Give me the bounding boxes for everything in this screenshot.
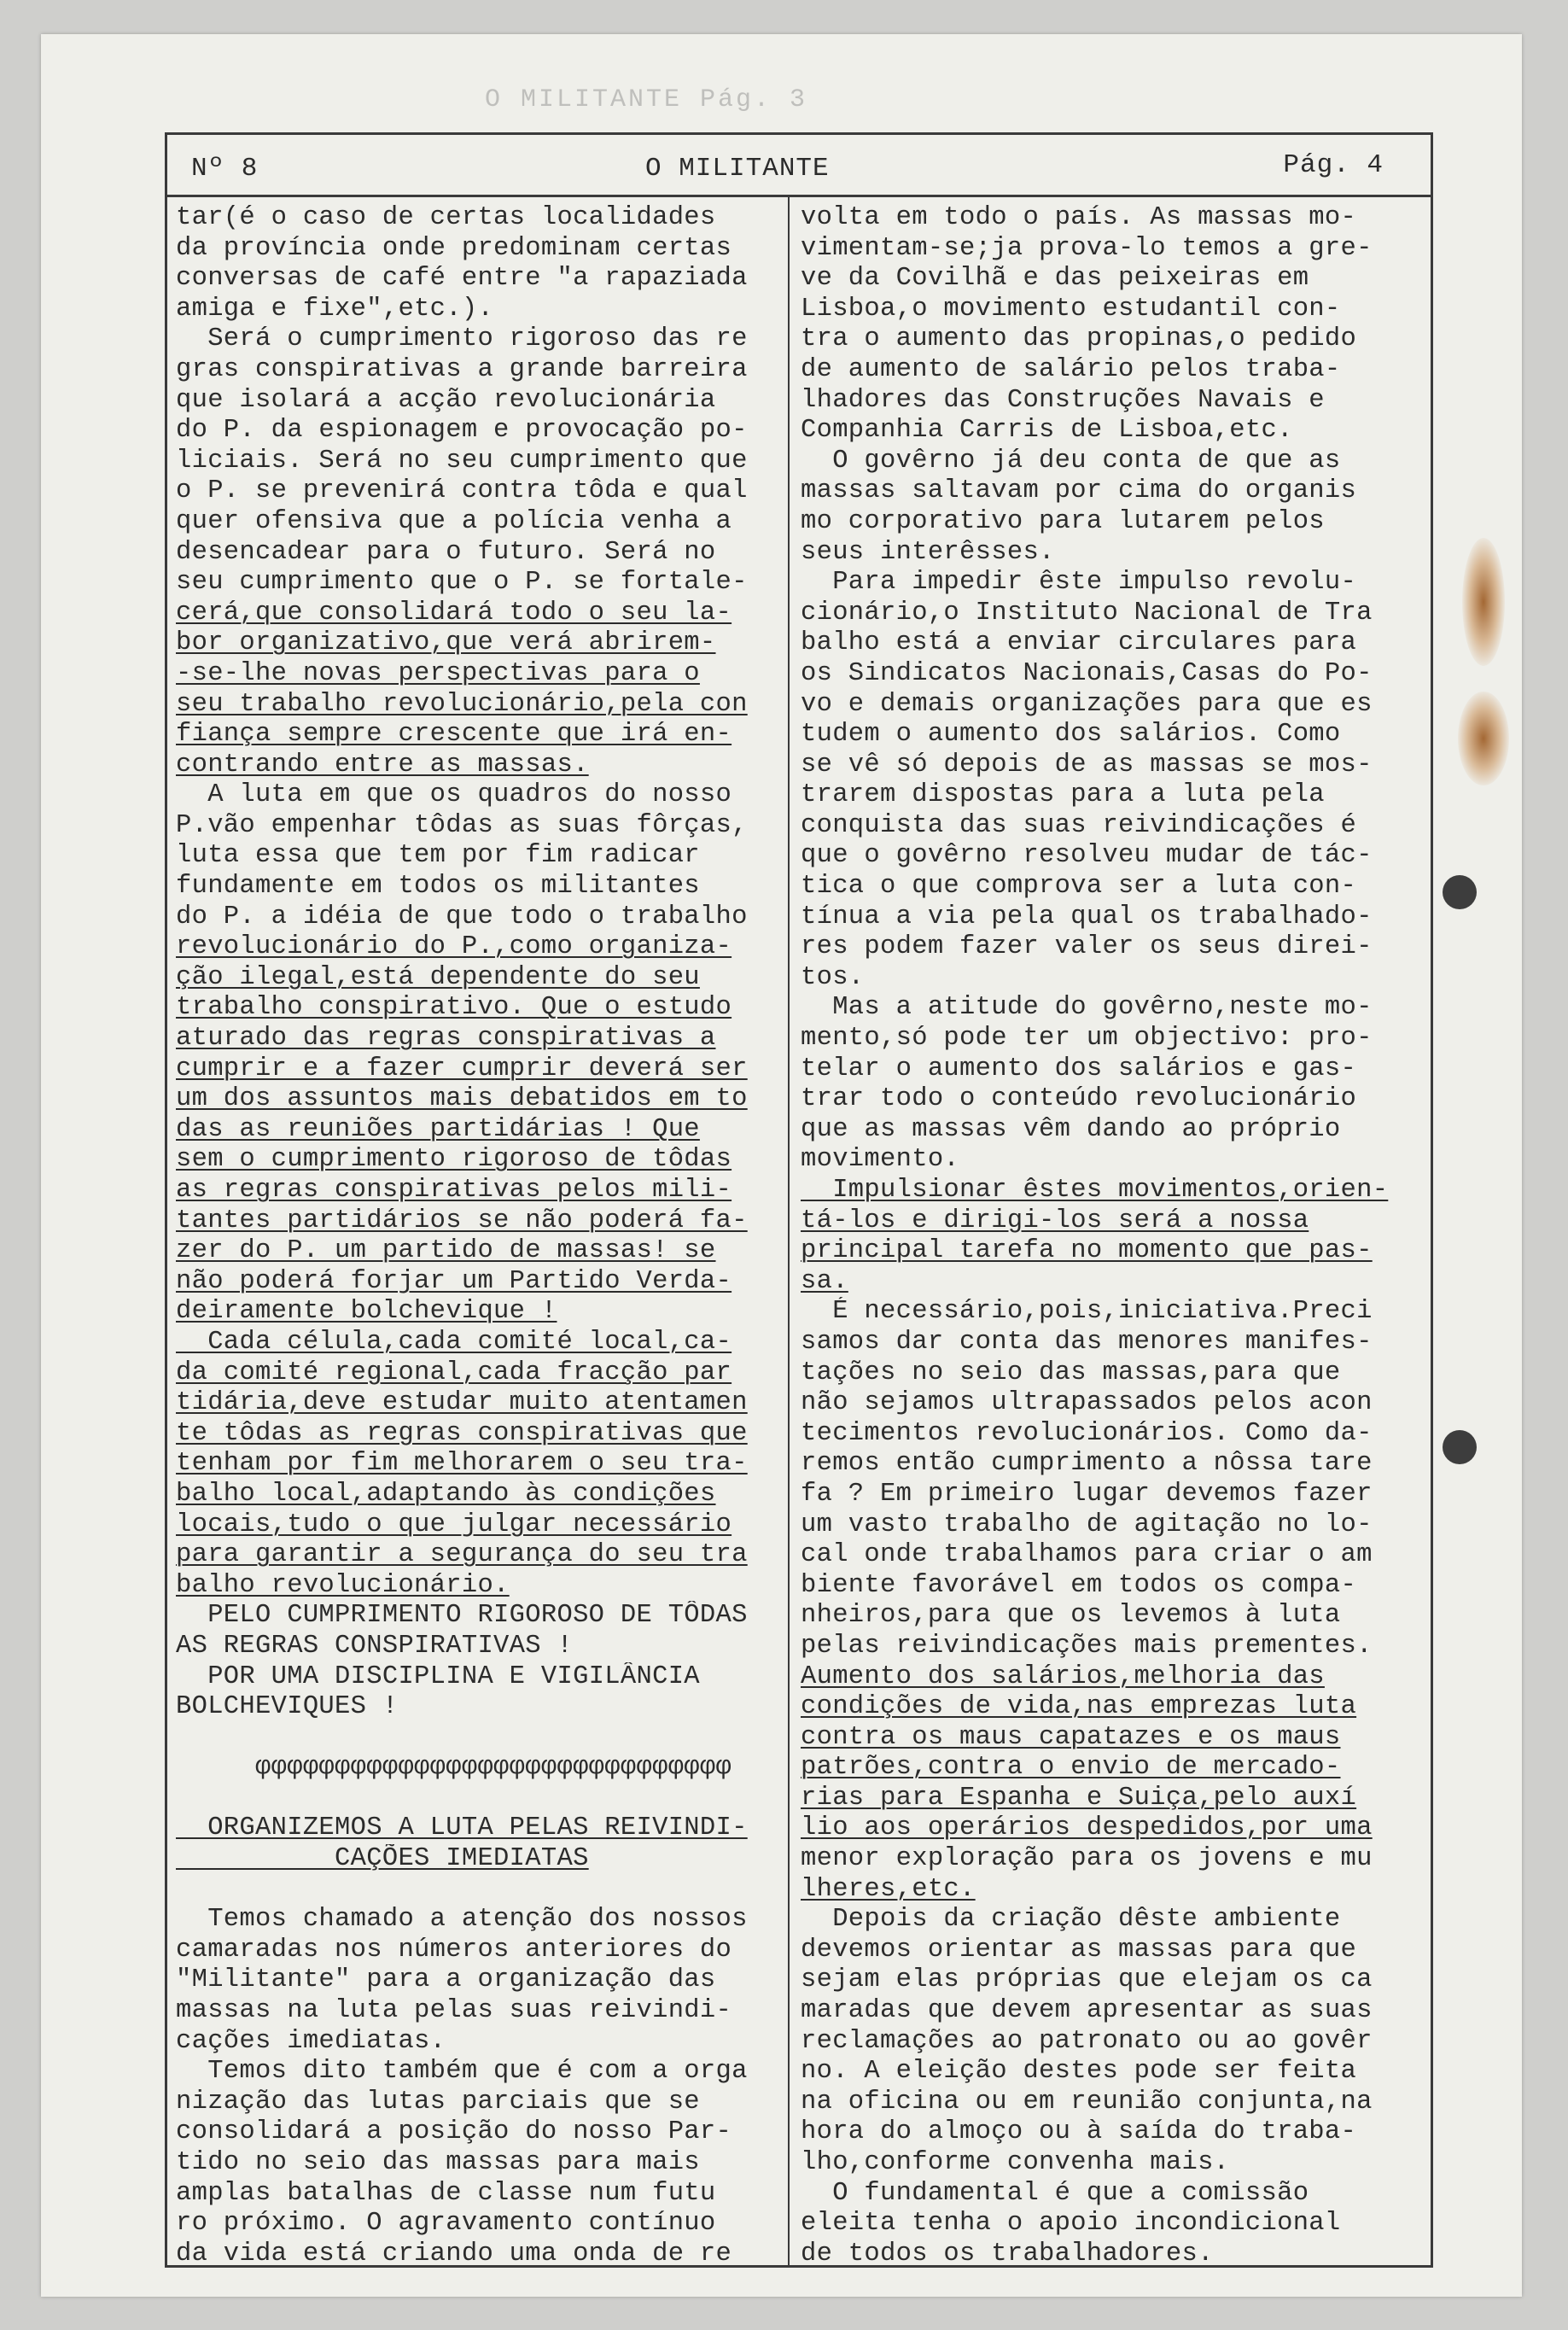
text-line: principal tarefa no momento que pas- <box>801 1236 1373 1266</box>
text-line: lheres,etc. <box>801 1874 976 1904</box>
text-line: mento,só pode ter um objectivo: pro- <box>801 1024 1373 1054</box>
text-line: -se-lhe novas perspectivas para o <box>176 658 700 688</box>
text-line: aturado das regras conspirativas a <box>176 1024 716 1054</box>
text-line: "Militante" para a organização das <box>176 1965 716 1995</box>
text-line: liciais. Será no seu cumprimento que <box>176 446 748 476</box>
text-line: vimentam-se;ja prova-lo temos a gre- <box>801 233 1373 263</box>
text-line: mo corporativo para lutarem pelos <box>801 506 1325 536</box>
text-line: um dos assuntos mais debatidos em to <box>176 1084 748 1114</box>
text-line: lio aos operários despedidos,por uma <box>801 1813 1373 1843</box>
text-line: Cada célula,cada comité local,ca- <box>176 1327 732 1357</box>
text-line: maradas que devem apresentar as suas <box>801 1996 1373 2026</box>
text-line: de aumento de salário pelos traba- <box>801 354 1341 384</box>
text-line: Temos dito também que é com a orga <box>176 2057 748 2087</box>
text-line: vo e demais organizações para que es <box>801 689 1373 719</box>
text-line: ORGANIZEMOS A LUTA PELAS REIVINDI- <box>176 1813 748 1843</box>
newsletter-frame <box>165 132 1433 2268</box>
text-line: seu cumprimento que o P. se fortale- <box>176 568 748 598</box>
newsletter-title: O MILITANTE <box>645 154 830 184</box>
text-line: ção ilegal,está dependente do seu <box>176 962 700 992</box>
text-line: do P. a idéia de que todo o trabalho <box>176 902 748 931</box>
punch-hole <box>1443 1430 1477 1464</box>
text-line: no. A eleição destes pode ser feita <box>801 2057 1357 2087</box>
right-column <box>801 203 1428 2269</box>
text-line: camaradas nos números anteriores do <box>176 1935 732 1965</box>
text-line: CAÇÕES IMEDIATAS <box>176 1844 589 1874</box>
text-line: de todos os trabalhadores. <box>801 2239 1214 2269</box>
text-line: quer ofensiva que a polícia venha a <box>176 506 732 536</box>
page-number: Pág. 4 <box>1283 150 1384 180</box>
text-line: da província onde predominam certas <box>176 233 732 263</box>
text-line: trabalho conspirativo. Que o estudo <box>176 993 732 1023</box>
text-line: tido no seio das massas para mais <box>176 2148 700 2177</box>
text-line: tra o aumento das propinas,o pedido <box>801 324 1357 354</box>
text-line: tar(é o caso de certas localidades <box>176 203 716 232</box>
text-line: patrões,contra o envio de mercado- <box>801 1753 1341 1783</box>
text-line: seus interêsses. <box>801 537 1055 567</box>
text-line: seu trabalho revolucionário,pela con <box>176 689 748 719</box>
text-line: zer do P. um partido de massas! se <box>176 1236 716 1266</box>
text-line: reclamações ao patronato ou ao govêr <box>801 2026 1373 2056</box>
text-line: remos então cumprimento a nôssa tare <box>801 1449 1373 1479</box>
text-line: tidária,deve estudar muito atentamen <box>176 1388 748 1418</box>
text-line: Temos chamado a atenção dos nossos <box>176 1905 748 1935</box>
issue-number: Nº 8 <box>191 154 259 184</box>
text-line: que o govêrno resolveu mudar de tác- <box>801 841 1373 871</box>
text-line: Mas a atitude do govêrno,neste mo- <box>801 993 1373 1023</box>
text-line: menor exploração para os jovens e mu <box>801 1844 1373 1874</box>
text-line: as regras conspirativas pelos mili- <box>176 1176 732 1205</box>
text-line: biente favorável em todos os compa- <box>801 1570 1357 1600</box>
text-line: lhadores das Construções Navais e <box>801 385 1325 415</box>
text-line: balho está a enviar circulares para <box>801 628 1357 658</box>
text-line: Será o cumprimento rigoroso das re <box>176 324 748 354</box>
text-line: tá-los e dirigi-los será a nossa <box>801 1206 1309 1235</box>
text-line: ve da Covilhã e das peixeiras em <box>801 264 1309 294</box>
text-line: sa. <box>801 1266 848 1296</box>
text-line: tínua a via pela qual os trabalhado- <box>801 902 1373 931</box>
page-header <box>167 135 1431 197</box>
text-line: se vê só depois de as massas se mos- <box>801 750 1373 780</box>
text-line: amiga e fixe",etc.). <box>176 294 494 324</box>
text-line: balho local,adaptando às condições <box>176 1479 716 1509</box>
text-line: telar o aumento dos salários e gas- <box>801 1054 1357 1083</box>
text-line: PELO CUMPRIMENTO RIGOROSO DE TÔDAS <box>176 1601 748 1631</box>
text-line: não sejamos ultrapassados pelos acon <box>801 1388 1373 1418</box>
text-line: bor organizativo,que verá abrirem- <box>176 628 716 658</box>
text-line: BOLCHEVIQUES ! <box>176 1692 399 1722</box>
text-line: para garantir a segurança do seu tra <box>176 1540 748 1570</box>
text-line: na oficina ou em reunião conjunta,na <box>801 2087 1373 2117</box>
burn-stain <box>1462 538 1505 666</box>
text-line: nização das lutas parciais que se <box>176 2087 700 2117</box>
text-line: Companhia Carris de Lisboa,etc. <box>801 416 1293 446</box>
text-line: Lisboa,o movimento estudantil con- <box>801 294 1341 324</box>
text-line: Para impedir êste impulso revolu- <box>801 568 1357 598</box>
text-line: do P. da espionagem e provocação po- <box>176 416 748 446</box>
text-line: Impulsionar êstes movimentos,orien- <box>801 1176 1389 1205</box>
text-line: desencadear para o futuro. Será no <box>176 537 716 567</box>
text-line: balho revolucionário. <box>176 1570 510 1600</box>
text-line: deiramente bolchevique ! <box>176 1297 557 1327</box>
text-line: condições de vida,nas emprezas luta <box>801 1692 1357 1722</box>
text-line: tos. <box>801 962 865 992</box>
text-line: devemos orientar as massas para que <box>801 1935 1357 1965</box>
text-line: ro próximo. O agravamento contínuo <box>176 2209 716 2239</box>
text-line: volta em todo o país. As massas mo- <box>801 203 1357 232</box>
text-line: tenham por fim melhorarem o seu tra- <box>176 1449 748 1479</box>
text-line: cal onde trabalhamos para criar o am <box>801 1540 1373 1570</box>
text-line: Depois da criação dêste ambiente <box>801 1905 1341 1935</box>
text-line: conquista das suas reivindicações é <box>801 810 1357 840</box>
text-line: das as reuniões partidárias ! Que <box>176 1114 700 1144</box>
column-divider <box>788 195 790 2265</box>
text-line: nheiros,para que os levemos à luta <box>801 1601 1341 1631</box>
text-line: lho,conforme convenha mais. <box>801 2148 1230 2177</box>
text-line <box>176 1723 782 1754</box>
text-line: trarem dispostas para a luta pela <box>801 780 1325 810</box>
text-line: eleita tenha o apoio incondicional <box>801 2209 1341 2239</box>
text-line: É necessário,pois,iniciativa.Preci <box>801 1297 1373 1327</box>
text-line: φφφφφφφφφφφφφφφφφφφφφφφφφφφφφφ <box>176 1753 732 1783</box>
text-line: Aumento dos salários,melhoria das <box>801 1661 1325 1691</box>
text-line: sem o cumprimento rigoroso de tôdas <box>176 1145 732 1175</box>
text-line: pelas reivindicações mais prementes. <box>801 1631 1373 1661</box>
text-line: cerá,que consolidará todo o seu la- <box>176 598 732 628</box>
punch-hole <box>1443 875 1477 909</box>
text-line: da comité regional,cada fracção par <box>176 1358 732 1387</box>
text-line: luta essa que tem por fim radicar <box>176 841 700 871</box>
text-line: tica o que comprova ser a luta con- <box>801 872 1357 902</box>
text-line: hora do almoço ou à saída do traba- <box>801 2117 1357 2147</box>
text-line: te tôdas as regras conspirativas que <box>176 1418 748 1448</box>
text-line: A luta em que os quadros do nosso <box>176 780 732 810</box>
text-line: massas na luta pelas suas reivindi- <box>176 1996 732 2026</box>
text-line: da vida está criando uma onda de re <box>176 2239 732 2269</box>
text-line: cações imediatas. <box>176 2026 446 2056</box>
text-line: consolidará a posição do nosso Par- <box>176 2117 732 2147</box>
text-line: tecimentos revolucionários. Como da- <box>801 1418 1373 1448</box>
text-line: sejam elas próprias que elejam os ca <box>801 1965 1373 1995</box>
text-line: tudem o aumento dos salários. Como <box>801 720 1341 750</box>
text-line: conversas de café entre "a rapaziada <box>176 264 748 294</box>
burn-stain <box>1458 692 1509 785</box>
text-line: fiança sempre crescente que irá en- <box>176 720 732 750</box>
text-line: que as massas vêm dando ao próprio <box>801 1114 1341 1144</box>
text-line: cumprir e a fazer cumprir deverá ser <box>176 1054 748 1083</box>
text-line: movimento. <box>801 1145 960 1175</box>
text-line: contra os maus capatazes e os maus <box>801 1722 1341 1752</box>
text-line: res podem fazer valer os seus direi- <box>801 932 1373 962</box>
text-line: AS REGRAS CONSPIRATIVAS ! <box>176 1631 574 1661</box>
text-line <box>176 1875 782 1906</box>
text-line: um vasto trabalho de agitação no lo- <box>801 1510 1373 1539</box>
text-line: trar todo o conteúdo revolucionário <box>801 1084 1357 1114</box>
text-line: revolucionário do P.,como organiza- <box>176 932 732 962</box>
text-line: rias para Espanha e Suiça,pelo auxí <box>801 1783 1357 1813</box>
text-line <box>176 1784 782 1814</box>
text-line: O fundamental é que a comissão <box>801 2178 1309 2208</box>
text-line: fa ? Em primeiro lugar devemos fazer <box>801 1479 1373 1509</box>
text-line: os Sindicatos Nacionais,Casas do Po- <box>801 658 1373 688</box>
text-line: o P. se prevenirá contra tôda e qual <box>176 476 748 506</box>
text-line: samos dar conta das menores manifes- <box>801 1327 1373 1357</box>
text-line: massas saltavam por cima do organis <box>801 476 1357 506</box>
text-line: tantes partidários se não poderá fa- <box>176 1206 748 1235</box>
text-line: POR UMA DISCIPLINA E VIGILÂNCIA <box>176 1661 700 1691</box>
text-line: gras conspirativas a grande barreira <box>176 354 748 384</box>
text-line: locais,tudo o que julgar necessário <box>176 1510 732 1539</box>
text-line: que isolará a acção revolucionária <box>176 385 716 415</box>
text-line: fundamente em todos os militantes <box>176 872 700 902</box>
text-line: cionário,o Instituto Nacional de Tra <box>801 598 1373 628</box>
text-line: amplas batalhas de classe num futu <box>176 2178 716 2208</box>
text-line: não poderá forjar um Partido Verda- <box>176 1266 732 1296</box>
left-column <box>176 203 782 2269</box>
text-line: tações no seio das massas,para que <box>801 1358 1341 1387</box>
text-line: contrando entre as massas. <box>176 750 589 780</box>
text-line: P.vão empenhar tôdas as suas fôrças, <box>176 810 748 840</box>
bleed-through-text: O MILITANTE Pág. 3 <box>485 85 808 114</box>
text-line: O govêrno já deu conta de que as <box>801 446 1341 476</box>
document-page <box>41 34 1522 2297</box>
